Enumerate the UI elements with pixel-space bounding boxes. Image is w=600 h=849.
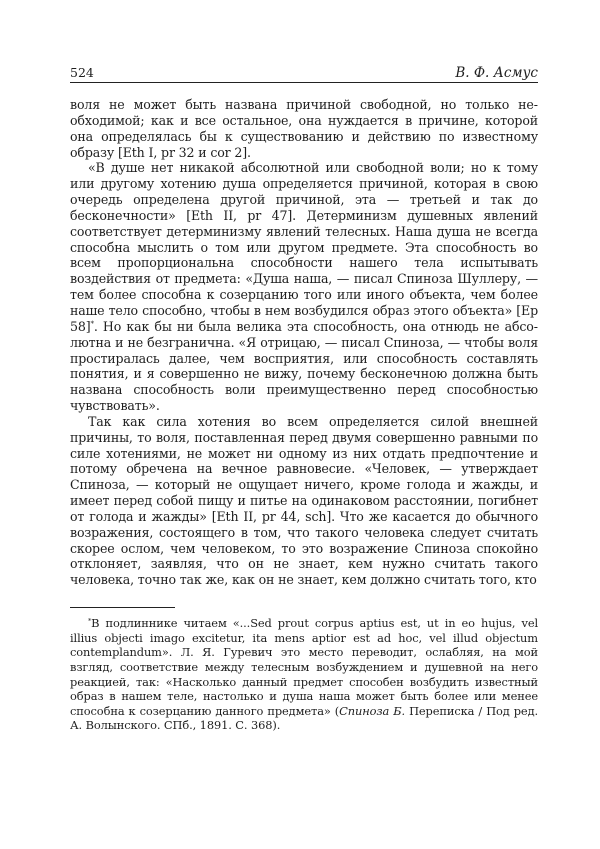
footnote-cited-author: Спиноза Б. — [339, 703, 406, 718]
paragraph-2-text-a: «В душе нет никакой абсолютной или свободной воли; но к тому или другому хотению душа определяется причиной, которая в свою очередь определена другой причиной, эта — третьей и так до бесконечности» [Eth II, pr 47]. Детерминизм душевных явлений соответствует детерминизму явлений телесных. Наша душа не всегда способна мыслить о том или другом предмете. Эта способность во всем пропорциональна способности нашего тела испытывать воздействия от предмета: «Душа наша, — писал Спиноза Шуллеру, — тем более способна к созерцанию того или иного объекта, чем более наше тело способно, чтобы в нем возбудился образ этого объекта» [Ep 58] — [70, 160, 538, 334]
paragraph-2-text-b: . Но как бы ни была велика эта способность, она отнюдь не абсолютна и не безгранична. «Я отрицаю, — писал Спиноза, — чтобы воля простиралась далее, чем восприятия, или способность составлять понятия, и я совершенно не вижу, почему бесконечною должна быть названа способность воли преимущественно перед способностью чувствовать». — [70, 318, 538, 414]
page-number: 524 — [70, 65, 94, 80]
paragraph-1: воля не может быть названа причиной свободной, но только необходимой; как и все остальное, она нуждается в причине, которой она определялась бы к существованию и действию по известному образу [Eth I, pr 32 и cor 2]. — [70, 97, 538, 160]
footnote-text-b: Переписка / Под ред. А. Волынского. СПб., 1891. С. 368). — [70, 703, 539, 733]
footnote-text-a: В подлиннике читаем «...Sed prout corpus aptius est, ut in eo hujus, vel illius objecti imago excitetur, ita mens aptior est ad hoc, vel illud objectum contemplandum». Л. Я. Гуревич это место переводит, ослабляя, на мой взгляд, соответствие между телесным возбуждением и душевной на него реакцией, так: «Насколько данный предмет способен возбудить известный образ в нашем теле, настолько и душа наша может быть более или менее способна к созерцанию данного предмета» ( — [70, 616, 538, 718]
running-head — [70, 60, 538, 83]
footnote-separator — [70, 607, 175, 608]
paragraph-3: Так как сила хотения во всем определяется силой внешней причины, то воля, поставленная перед двумя совершенно равными по силе хотениями, не может ни одному из них отдать предпочтение и потому обречена на вечное равновесие. «Человек, — утверждает Спиноза, — который не ощущает ничего, кроме голода и жажды, и имеет перед собой пищу и питье на одинаковом расстоянии, погибнет от голода и жажды» [Eth II, pr 44, sch]. Что же касается до обычного возражения, состоящего в том, что такого человека следует считать скорее ослом, чем человеком, то это возражение Спиноза спокойно отклоняет, заявляя, что он не знает, кем нужно считать такого человека, точно так же, как он не знает, кем должно считать того, кто — [70, 413, 538, 588]
main-text — [70, 97, 538, 588]
footnote-reference-mark[interactable]: * — [90, 319, 94, 328]
book-page — [70, 60, 538, 733]
paragraph-2 — [70, 160, 538, 414]
footnote — [70, 616, 538, 733]
footnote-mark: * — [88, 617, 92, 626]
running-head-author: В. Ф. Асмус — [455, 65, 538, 81]
